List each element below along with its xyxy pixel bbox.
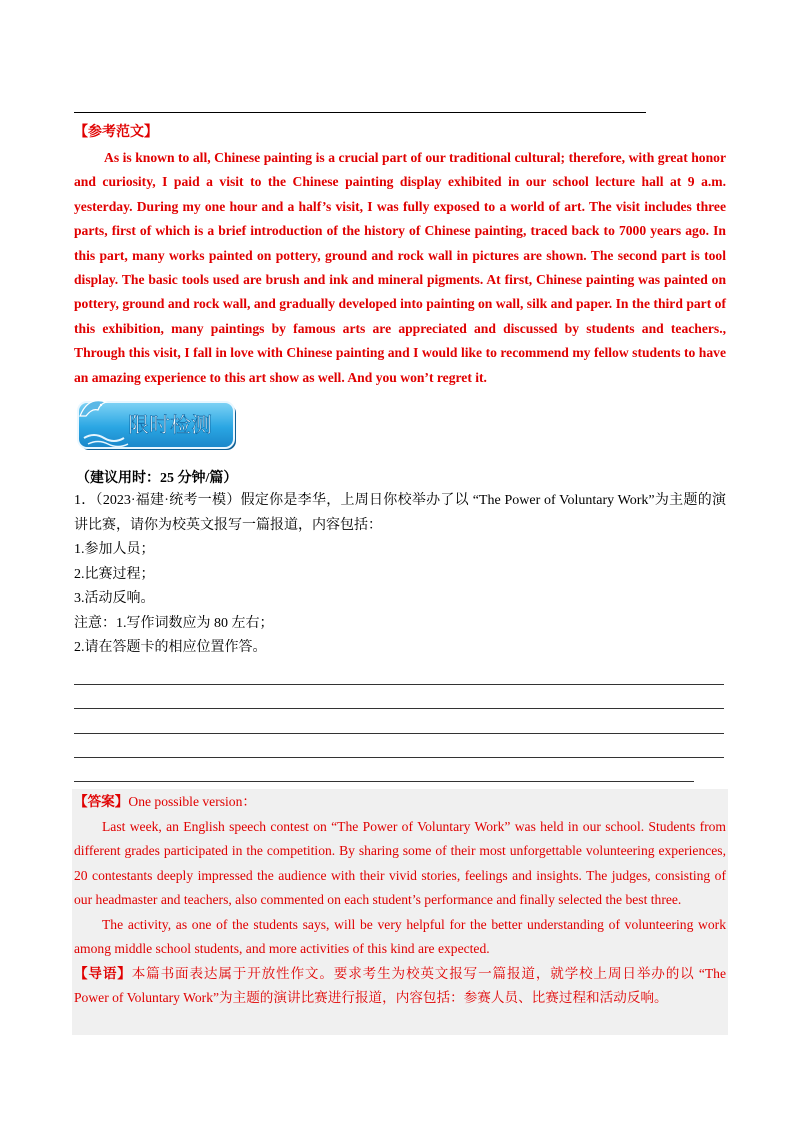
answer-line [74,684,724,685]
answer-lead: One possible version： [128,794,256,809]
question-note: 2.请在答题卡的相应位置作答。 [74,640,267,655]
section-badge [74,394,240,454]
reference-essay: As is known to all, Chinese painting is a crucial part of our traditional cultural; therefore, with great honor and curiosity, I paid a visit to the Chinese painting display exhibited in our school lecture hall at 9 a.m. yesterday. During my one hour and a half’s visit, I was fully exposed to a world of art. The visit includes three parts, first of which is a brief introduction of the history of Chinese painting, traced back to 7000 years ago. In this part, many works painted on pottery, ground and rock wall in pictures are shown. The second part is tool display. The basic tools used are brush and ink and mineral pigments. At first, Chinese painting was painted on pottery, ground and rock wall, and gradually developed into painting on wall, silk and paper. In the third part of this exhibition, many paintings by famous arts are appreciated and discussed by students and teachers., Through this visit, I fall in love with Chinese painting and I would like to recommend my fellow students to have an amazing experience to this art show as well. And you won’t regret it. [74,150,726,385]
answer-paragraph-2: The activity, as one of the students says, will be very helpful for the better understanding of volunteering work among middle school students, and more activities of this kind are expected. [74,916,726,956]
question-item: 1.参加人员； [74,542,155,557]
guide-label: 【导语】 [74,965,132,981]
question-item: 2.比赛过程； [74,566,155,582]
answer-paragraph-1: Last week, an English speech contest on “The Power of Voluntary Work” was held in our school. Students from different grades participated in the competition. By sharing some of their most unforgettable volunteering experiences, 20 contestants deeply impressed the audience with their vivid stories, feelings and insights. The judges, consisting of our headmaster and teachers, also commented on each student’s performance and finally selected the best three. [74,818,726,907]
answer-block [74,790,726,1011]
question-block [74,489,726,661]
answer-line [74,757,724,758]
time-note: （建议用时：25 分钟/篇） [76,471,238,486]
top-divider [74,112,646,113]
answer-line [74,781,694,782]
badge-label: 限时检测 [128,413,212,437]
answer-lines [74,684,724,805]
question-item: 3.活动反响。 [74,591,155,606]
question-intro: 1．（2023·福建·统考一模）假定你是李华，上周日你校举办了以 “The Power of Voluntary Work”为主题的演讲比赛，请你为校英文报写一篇报道，内容包括： [74,493,726,533]
guide-text: 本篇书面表达属于开放性作文。要求考生为校英文报写一篇报道，就学校上周日举办的以 “The Power of Voluntary Work”为主题的演讲比赛进行报道，内容包括：参赛人员、比赛过程和活动反响。 [74,965,726,1005]
answer-label: 【答案】 [74,794,129,809]
question-note: 注意：1.写作词数应为 80 左右； [74,615,274,631]
answer-line [74,708,724,709]
answer-line [74,733,724,734]
reference-label: 【参考范文】 [74,125,158,140]
